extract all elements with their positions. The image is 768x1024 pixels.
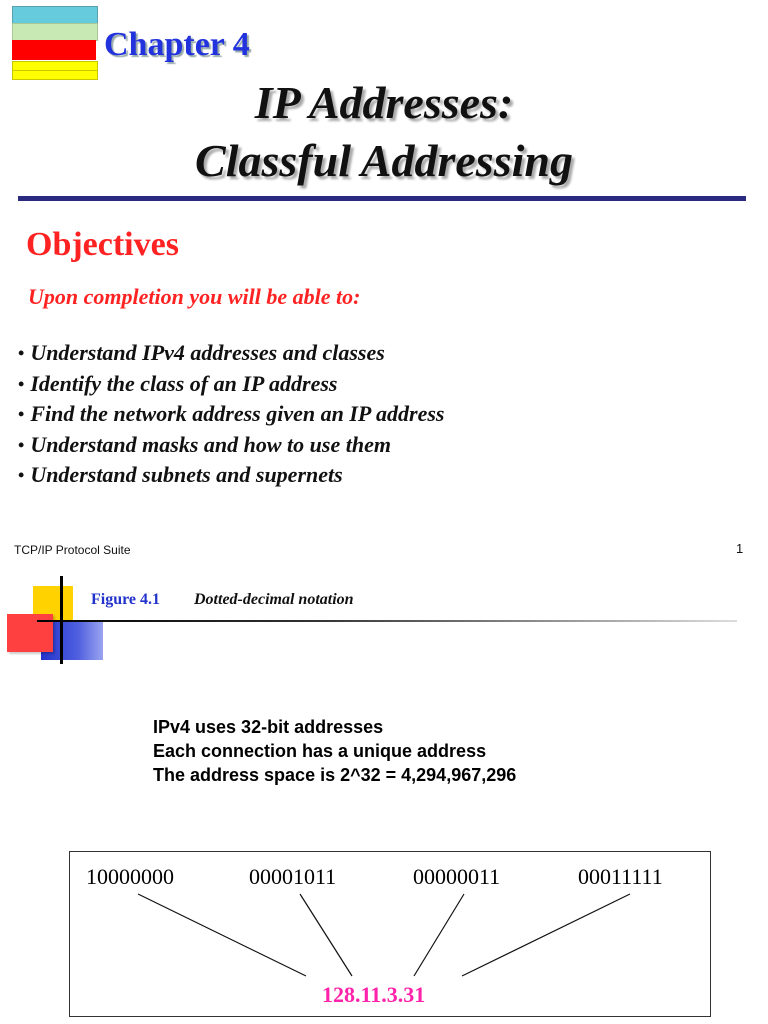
- header-bar-cyan: [12, 6, 98, 24]
- bullet-icon: •: [18, 465, 25, 485]
- objective-item: [18, 460, 445, 491]
- objective-text: Understand subnets and supernets: [30, 462, 343, 487]
- info-line: IPv4 uses 32-bit addresses: [153, 717, 384, 737]
- title-divider: [18, 196, 746, 201]
- binary-octet: 10000000: [86, 864, 174, 889]
- info-line: Each connection has a unique address: [153, 741, 487, 761]
- bullet-icon: •: [18, 373, 25, 394]
- objective-item: [18, 369, 445, 400]
- figure-caption: Dotted-decimal notation: [194, 591, 354, 608]
- chapter-heading: Chapter 4: [104, 26, 250, 63]
- bullet-icon: •: [18, 404, 25, 424]
- figure-label: Figure 4.1: [91, 591, 161, 608]
- objectives-list: [18, 338, 445, 491]
- header-bar-green: [12, 23, 98, 41]
- info-line: The address space is 2^32 = 4,294,967,296: [153, 765, 517, 785]
- binary-octet: 00000011: [413, 864, 501, 889]
- objectives-heading: Objectives: [26, 226, 179, 263]
- dotted-decimal-address: 128.11.3.31: [322, 982, 426, 1007]
- title-line-2: Classful Addressing: [195, 135, 573, 186]
- bullet-icon: •: [18, 434, 25, 455]
- dotted-decimal-diagram: [69, 851, 711, 1017]
- footer-text: TCP/IP Protocol Suite: [14, 543, 131, 557]
- decor-horizontal-line: [37, 620, 737, 622]
- connector-line: [462, 894, 630, 976]
- title-line-1: IP Addresses:: [254, 77, 514, 128]
- connector-line: [138, 894, 306, 976]
- connector-line: [300, 894, 352, 976]
- objective-text: Understand IPv4 addresses and classes: [30, 340, 385, 365]
- header-bar-red: [12, 40, 96, 60]
- objective-text: Understand masks and how to use them: [30, 431, 391, 457]
- page-number: 1: [736, 541, 744, 556]
- objective-item: [18, 338, 445, 369]
- connector-line: [414, 894, 464, 976]
- objective-text: Find the network address given an IP address: [30, 401, 445, 426]
- objective-text: Identify the class of an IP address: [30, 370, 338, 396]
- binary-octet: 00001011: [249, 864, 337, 889]
- bullet-icon: •: [18, 343, 25, 363]
- objective-item: [18, 430, 445, 461]
- objective-item: [18, 399, 445, 430]
- objectives-subheading: Upon completion you will be able to:: [28, 284, 361, 309]
- binary-octet: 00011111: [578, 864, 663, 889]
